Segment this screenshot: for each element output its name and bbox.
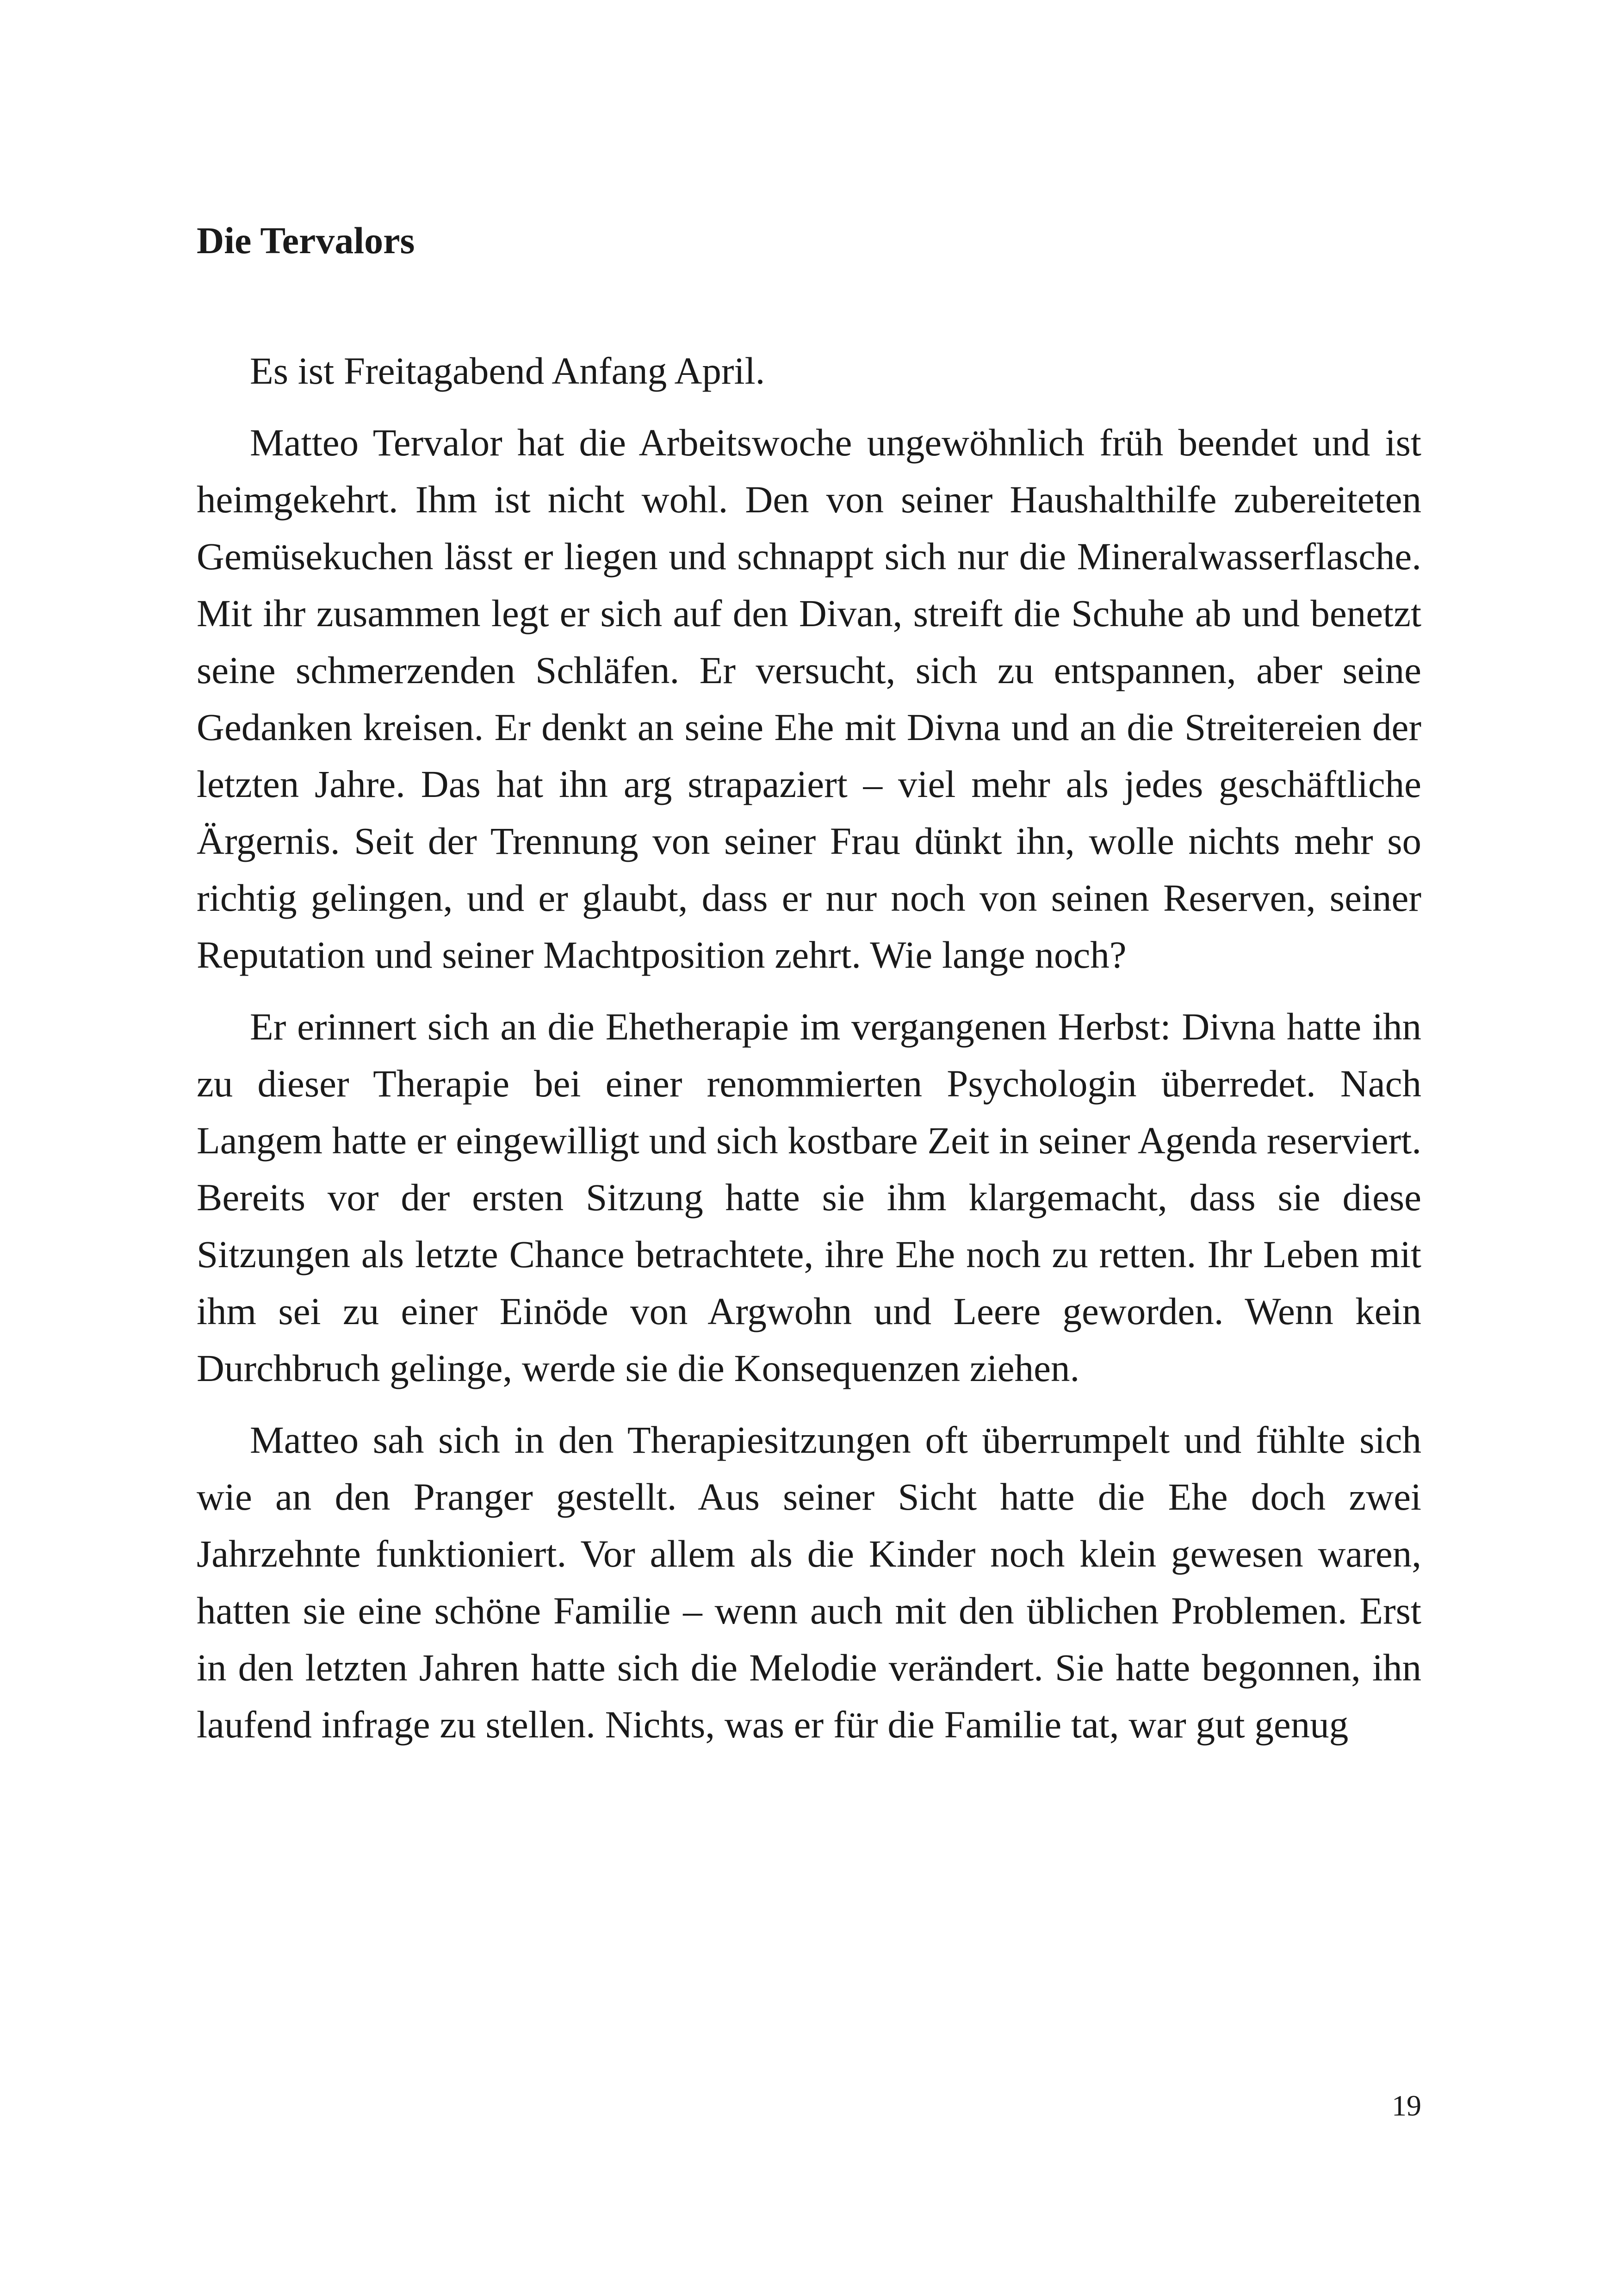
paragraph-3: Er erinnert sich an die Ehetherapie im vergangenen Herbst: Divna hatte ihn zu dieser Therapie bei einer renommierten Psychologin überredet. Nach Langem hatte er eingewilligt und sich kostbare Zeit in seiner Agenda reserviert. Bereits vor der ersten Sitzung hatte sie ihm klargemacht, dass sie diese Sitzungen als letzte Chance betrachtete, ihre Ehe noch zu retten. Ihr Leben mit ihm sei zu einer Einöde von Argwohn und Leere geworden. Wenn kein Durchbruch gelinge, werde sie die Konsequenzen ziehen.	[197, 1005, 1421, 1389]
chapter-title: Die Tervalors	[197, 219, 415, 261]
page-number: 19	[1392, 2089, 1421, 2122]
body-text	[197, 342, 1421, 1753]
paragraph-2: Matteo Tervalor hat die Arbeitswoche ungewöhnlich früh beendet und ist heimgekehrt. Ihm ist nicht wohl. Den von seiner Haushalthilfe zubereiteten Gemüsekuchen lässt er liegen und schnappt sich nur die Mineralwasserflasche. Mit ihr zusammen legt er sich auf den Divan, streift die Schuhe ab und benetzt seine schmerzenden Schläfen. Er versucht, sich zu entspannen, aber seine Gedanken kreisen. Er denkt an seine Ehe mit Divna und an die Streitereien der letzten Jahre. Das hat ihn arg strapaziert – viel mehr als jedes geschäftliche Ärgernis. Seit der Trennung von seiner Frau dünkt ihn, wolle nichts mehr so richtig gelingen, und er glaubt, dass er nur noch von seinen Reserven, seiner Reputation und seiner Machtposition zehrt. Wie lange noch?	[197, 421, 1421, 976]
paragraph-1: Es ist Freitagabend Anfang April.	[250, 349, 765, 392]
paragraph-4: Matteo sah sich in den Therapiesitzungen oft überrumpelt und fühlte sich wie an den Pranger gestellt. Aus seiner Sicht hatte die Ehe doch zwei Jahrzehnte funktioniert. Vor allem als die Kinder noch klein gewesen waren, hatten sie eine schöne Familie – wenn auch mit den üblichen Problemen. Erst in den letzten Jahren hatte sich die Melodie verändert. Sie hatte begonnen, ihn laufend infrage zu stellen. Nichts, was er für die Familie tat, war gut genug	[197, 1419, 1421, 1746]
